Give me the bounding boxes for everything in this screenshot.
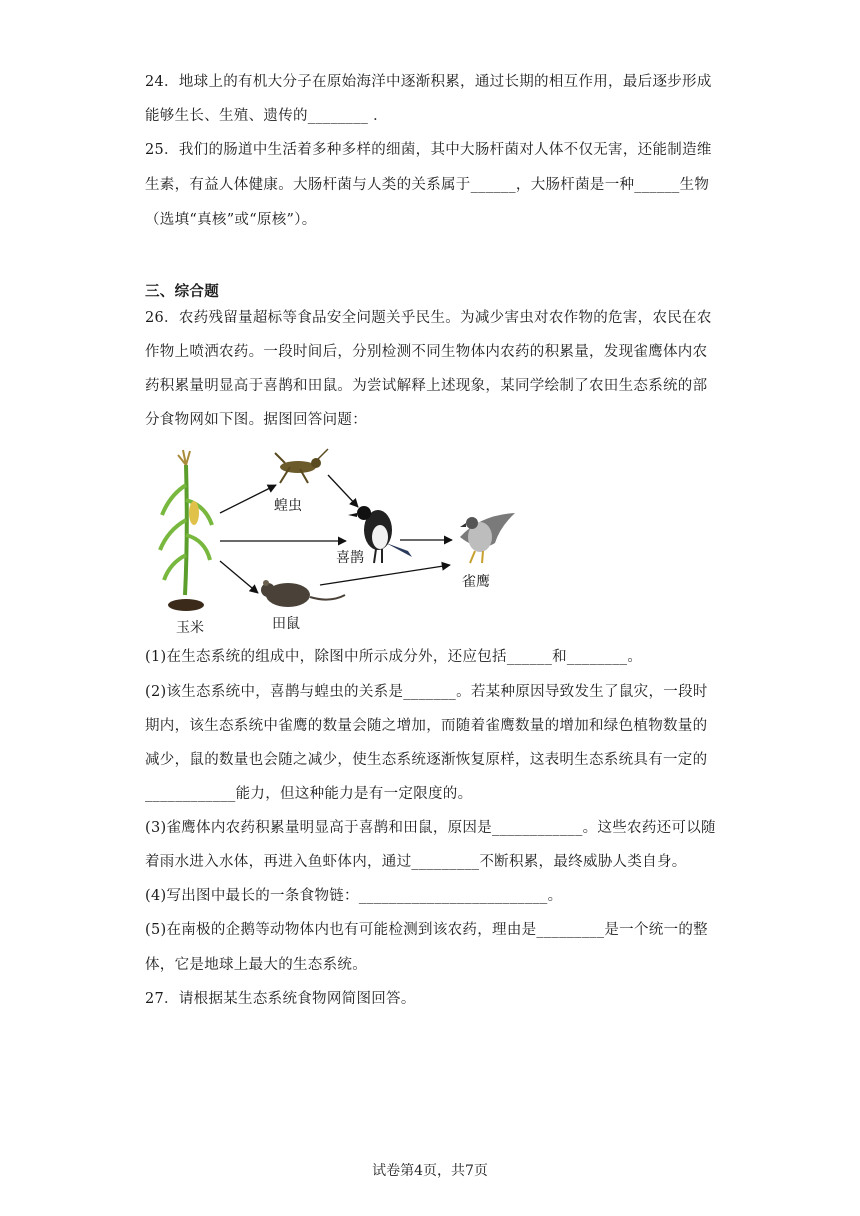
q24-line-1: 24．地球上的有机大分子在原始海洋中逐渐积累，通过长期的相互作用，最后逐步形成	[145, 74, 712, 90]
q26-sub-5-line-2: 体，它是地球上最大的生态系统。	[145, 957, 367, 973]
food-web-figure	[150, 445, 540, 640]
q26-line-3: 药积累量明显高于喜鹊和田鼠。为尝试解释上述现象，某同学绘制了农田生态系统的部	[145, 378, 708, 394]
label-locust: 蝗虫	[274, 498, 302, 514]
q25-line-3: （选填“真核”或“原核”）。	[145, 212, 317, 228]
section-title: 三、综合题	[145, 283, 219, 300]
corn-plant-icon	[160, 450, 212, 611]
q27-line-1: 27．请根据某生态系统食物网简图回答。	[145, 991, 416, 1007]
q26-sub-1: (1)在生态系统的组成中，除图中所示成分外，还应包括______和________。	[145, 649, 643, 665]
arrow-corn-to-locust	[220, 485, 276, 513]
arrow-mouse-to-hawk	[320, 565, 450, 585]
q26-line-4: 分食物网如下图。据图回答问题：	[145, 412, 367, 428]
locust-icon	[275, 449, 328, 483]
mouse-icon	[261, 580, 345, 607]
q26-sub-2-line-1: (2)该生态系统中，喜鹊与蝗虫的关系是_______。若某种原因导致发生了鼠灾，一段时	[145, 684, 708, 700]
q26-sub-2-line-3: 减少，鼠的数量也会随之减少，使生态系统逐渐恢复原样，这表明生态系统具有一定的	[145, 752, 708, 768]
q26-sub-3-line-1: (3)雀鹰体内农药积累量明显高于喜鹊和田鼠，原因是____________。这些农药还可以随	[145, 820, 716, 836]
q25-line-2: 生素，有益人体健康。大肠杆菌与人类的关系属于______，大肠杆菌是一种______生物	[145, 177, 710, 193]
label-magpie: 喜鹊	[336, 550, 364, 566]
q25-line-1: 25．我们的肠道中生活着多种多样的细菌，其中大肠杆菌对人体不仅无害，还能制造维	[145, 142, 712, 158]
hawk-icon	[460, 513, 515, 563]
page-footer: 试卷第4页，共7页	[372, 1163, 488, 1179]
q26-sub-2-line-4: ____________能力，但这种能力是有一定限度的。	[145, 786, 473, 802]
q24-line-2: 能够生长、生殖、遗传的________ ．	[145, 108, 388, 124]
arrow-locust-to-magpie	[328, 475, 358, 507]
arrow-corn-to-mouse	[220, 561, 258, 593]
food-web-diagram	[150, 445, 540, 640]
label-corn: 玉米	[176, 620, 204, 636]
q26-sub-4: (4)写出图中最长的一条食物链：_________________________。	[145, 888, 563, 904]
q26-line-1: 26．农药残留量超标等食品安全问题关乎民生。为减少害虫对农作物的危害，农民在农	[145, 310, 712, 326]
q26-sub-3-line-2: 着雨水进入水体，再进入鱼虾体内，通过_________不断积累，最终威胁人类自身。	[145, 854, 687, 870]
q26-line-2: 作物上喷洒农药。一段时间后，分别检测不同生物体内农药的积累量，发现雀鹰体内农	[145, 344, 708, 360]
label-hawk: 雀鹰	[462, 574, 490, 590]
label-mouse: 田鼠	[272, 616, 300, 632]
q26-sub-5-line-1: (5)在南极的企鹅等动物体内也有可能检测到该农药，理由是_________是一个统一的整	[145, 922, 708, 938]
q26-sub-2-line-2: 期内，该生态系统中雀鹰的数量会随之增加，而随着雀鹰数量的增加和绿色植物数量的	[145, 718, 708, 734]
